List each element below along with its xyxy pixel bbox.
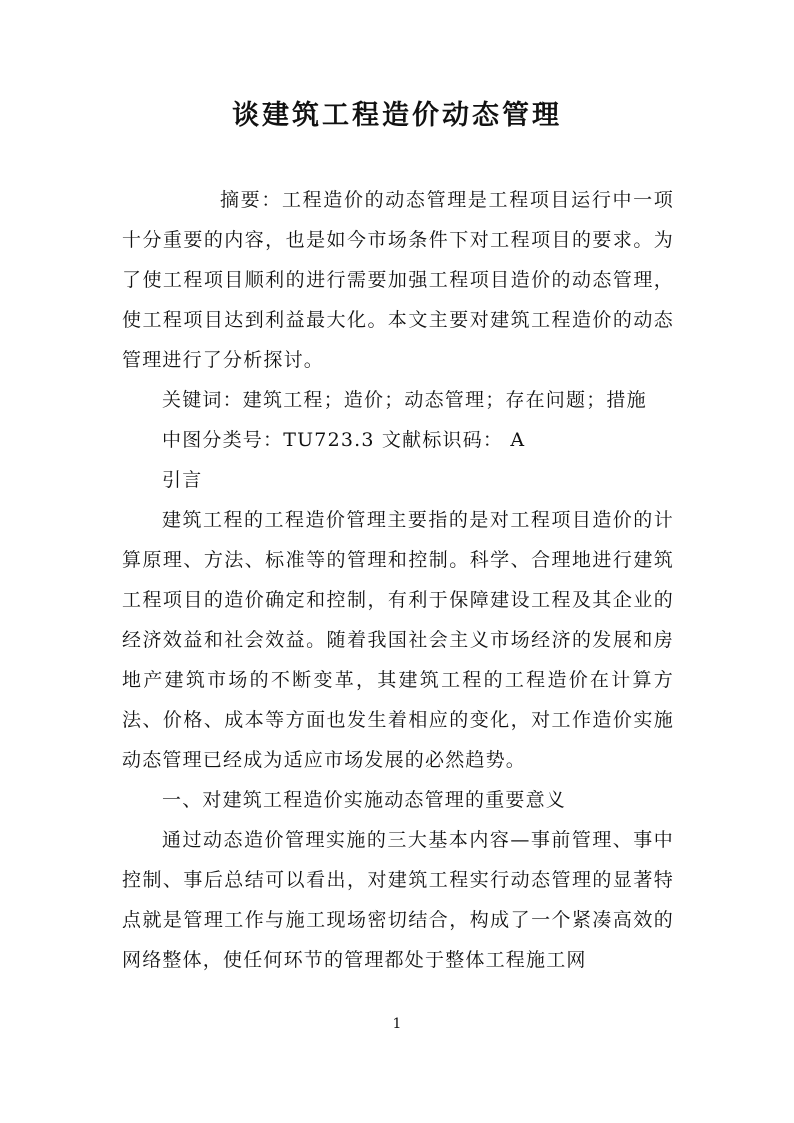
classification-line: 中图分类号：TU723.3 文献标识码： A (162, 429, 526, 451)
abstract-paragraph: 摘要：工程造价的动态管理是工程项目运行中一项十分重要的内容，也是如今市场条件下对工程项目的要求。为了使工程项目顺利的进行需要加强工程项目造价的动态管理，使工程项目达到利益最大化。本文主要对建筑工程造价的动态管理进行了分析探讨。 (122, 189, 674, 371)
section-paragraph: 通过动态造价管理实施的三大基本内容—事前管理、事中控制、事后总结可以看出，对建筑工程实行动态管理的显著特点就是管理工作与施工现场密切结合，构成了一个紧凑高效的网络整体，使任何环节的管理都处于整体工程施工网 (122, 829, 674, 971)
page-number: 1 (392, 1016, 402, 1032)
document-body (122, 180, 674, 980)
introduction-paragraph: 建筑工程的工程造价管理主要指的是对工程项目造价的计算原理、方法、标准等的管理和控制。科学、合理地进行建筑工程项目的造价确定和控制，有利于保障建设工程及其企业的经济效益和社会效益。随着我国社会主义市场经济的发展和房地产建筑市场的不断变革，其建筑工程的工程造价在计算方法、价格、成本等方面也发生着相应的变化，对工作造价实施动态管理已经成为适应市场发展的必然趋势。 (122, 509, 674, 771)
document-title: 谈建筑工程造价动态管理 (232, 100, 562, 131)
keywords-line: 关键词：建筑工程；造价；动态管理；存在问题；措施 (162, 389, 647, 411)
introduction-heading: 引言 (162, 469, 203, 491)
section-heading: 一、对建筑工程造价实施动态管理的重要意义 (162, 789, 567, 811)
